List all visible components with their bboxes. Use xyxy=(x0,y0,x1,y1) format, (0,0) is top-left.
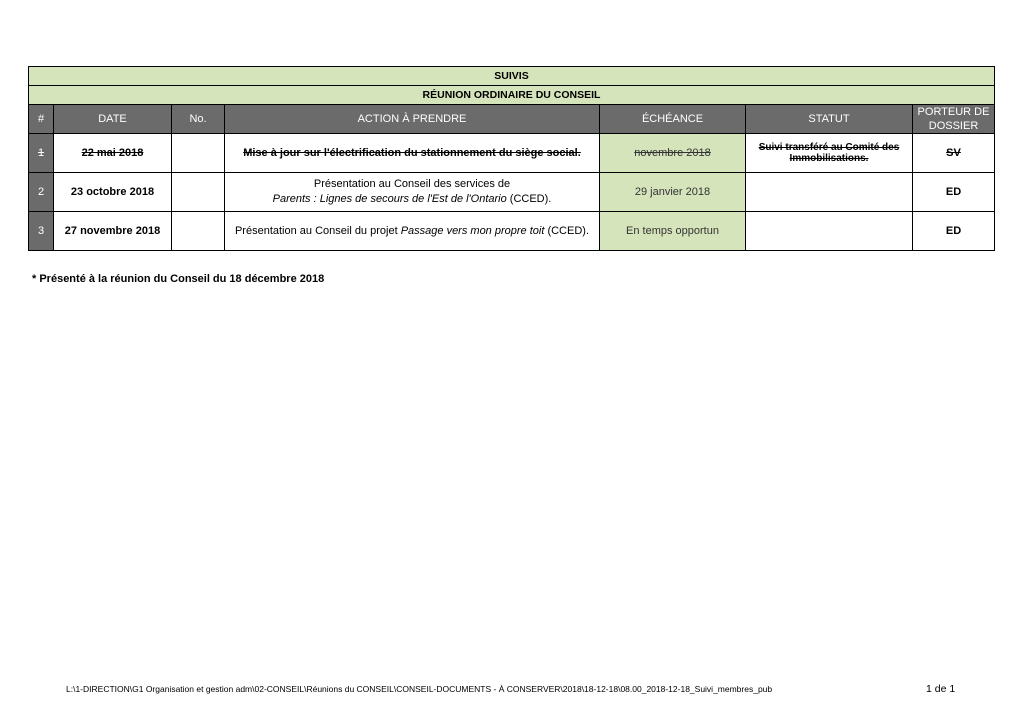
row-action-text: Mise à jour sur l'électrification du stationnement du siège social. xyxy=(243,147,581,159)
row-statut xyxy=(746,173,913,212)
header-echeance: ÉCHÉANCE xyxy=(600,105,746,134)
header-action: ACTION À PRENDRE xyxy=(225,105,600,134)
row-echeance: 29 janvier 2018 xyxy=(600,173,746,212)
row-action-line-1: Présentation au Conseil des services de xyxy=(313,178,511,190)
header-porteur: PORTEUR DE DOSSIER xyxy=(913,105,995,134)
row-echeance: novembre 2018 xyxy=(600,134,746,173)
footer-page-number: 1 de 1 xyxy=(926,683,956,695)
header-statut: STATUT xyxy=(746,105,913,134)
row-porteur: SV xyxy=(913,134,995,173)
row-action xyxy=(225,134,600,173)
row-action-text: Présentation au Conseil du projet xyxy=(234,225,398,237)
table-row xyxy=(29,134,995,173)
footnote: * Présenté à la réunion du Conseil du 18 décembre 2018 xyxy=(32,273,325,285)
row-date: 23 octobre 2018 xyxy=(54,173,172,212)
footer-file-path: L:\1-DIRECTION\G1 Organisation et gestion adm\02-CONSEIL\Réunions du CONSEIL\CONSEIL-DOCUMENTS - À CONSERVER\2018\18-12-18\08.00_2018-12-18_Suivi_membres_pub xyxy=(66,684,773,694)
row-date: 27 novembre 2018 xyxy=(54,212,172,251)
follow-up-table xyxy=(28,66,995,251)
header-date: DATE xyxy=(54,105,172,134)
row-action xyxy=(225,173,600,212)
row-num: 2 xyxy=(29,173,54,212)
follow-up-sheet xyxy=(28,66,994,251)
row-porteur: ED xyxy=(913,173,995,212)
row-echeance: En temps opportun xyxy=(600,212,746,251)
row-num: 3 xyxy=(29,212,54,251)
row-action-italic: Passage vers mon propre toit xyxy=(400,225,545,237)
row-action-italic: Parents : Lignes de secours de l'Est de l'Ontario xyxy=(272,193,507,205)
row-action-suffix: (CCED). xyxy=(547,225,590,237)
row-porteur: ED xyxy=(913,212,995,251)
row-date: 22 mai 2018 xyxy=(54,134,172,173)
header-num: # xyxy=(29,105,54,134)
table-row xyxy=(29,173,995,212)
row-action-suffix: (CCED). xyxy=(509,193,552,205)
table-row xyxy=(29,212,995,251)
table-title: SUIVIS xyxy=(29,67,995,86)
row-no xyxy=(172,212,225,251)
header-no: No. xyxy=(172,105,225,134)
row-num: 1 xyxy=(29,134,54,173)
row-no xyxy=(172,173,225,212)
row-statut: Suivi transféré au Comité des Immobilisations. xyxy=(746,134,913,173)
table-subtitle: RÉUNION ORDINAIRE DU CONSEIL xyxy=(29,86,995,105)
header-row xyxy=(29,105,995,134)
row-action xyxy=(225,212,600,251)
row-no xyxy=(172,134,225,173)
row-statut xyxy=(746,212,913,251)
